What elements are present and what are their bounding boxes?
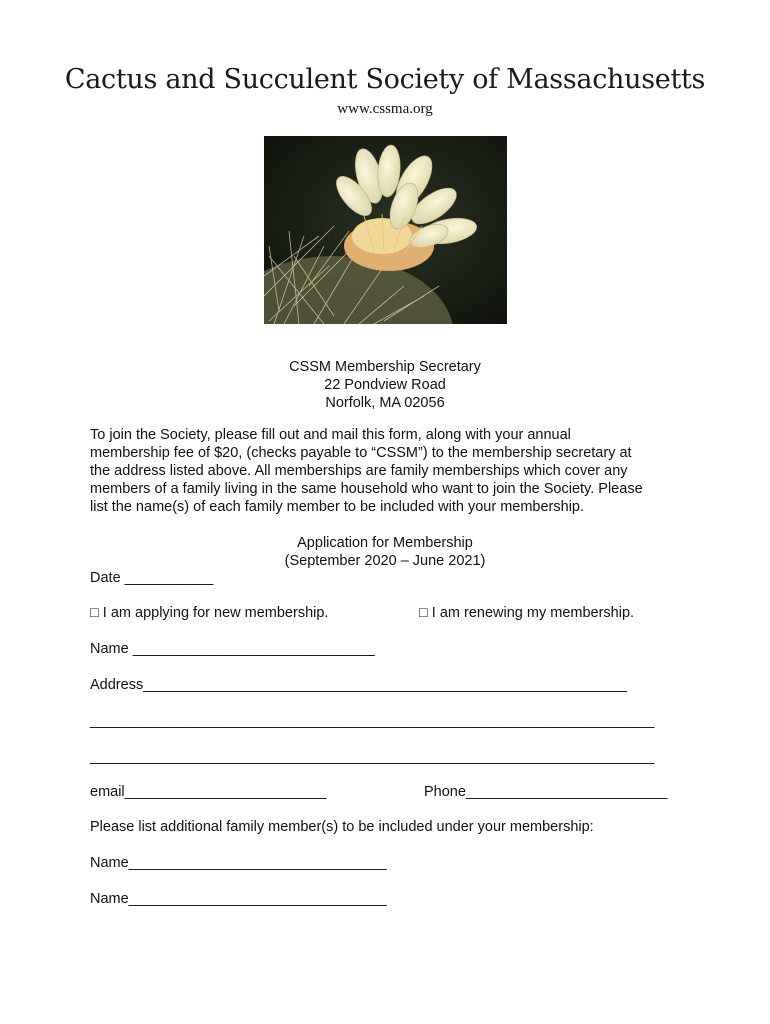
mailing-address bbox=[0, 358, 770, 412]
family-name-field-2[interactable]: Name________________________________ bbox=[90, 891, 387, 907]
phone-field[interactable]: Phone_________________________ bbox=[424, 784, 668, 800]
intro-paragraph bbox=[90, 426, 690, 516]
address-line: Norfolk, MA 02056 bbox=[325, 395, 445, 411]
application-heading bbox=[0, 534, 770, 570]
additional-members-prompt: Please list additional family member(s) to be included under your membership: bbox=[90, 819, 594, 835]
intro-line: members of a family living in the same household who want to join the Society. Please bbox=[90, 481, 643, 497]
new-membership-checkbox[interactable]: □ I am applying for new membership. bbox=[90, 605, 329, 621]
address-field-line3[interactable]: ______________________________________________________________________ bbox=[90, 749, 655, 765]
intro-line: the address listed above. All memberships are family memberships which cover any bbox=[90, 463, 628, 479]
address-line: CSSM Membership Secretary bbox=[289, 359, 481, 375]
application-period: (September 2020 – June 2021) bbox=[284, 553, 486, 569]
date-field[interactable]: Date ___________ bbox=[90, 570, 214, 586]
website-url: www.cssma.org bbox=[337, 101, 433, 117]
intro-line: To join the Society, please fill out and mail this form, along with your annual bbox=[90, 427, 571, 443]
address-line: 22 Pondview Road bbox=[324, 377, 446, 393]
application-title: Application for Membership bbox=[297, 535, 473, 551]
family-name-field-1[interactable]: Name________________________________ bbox=[90, 855, 387, 871]
renew-membership-checkbox[interactable]: □ I am renewing my membership. bbox=[419, 605, 635, 621]
address-field-line2[interactable]: ______________________________________________________________________ bbox=[90, 713, 655, 729]
page-title: Cactus and Succulent Society of Massachusetts bbox=[64, 64, 706, 95]
email-field[interactable]: email_________________________ bbox=[90, 784, 327, 800]
address-field[interactable]: Address____________________________________________________________ bbox=[90, 677, 628, 693]
name-field[interactable]: Name ______________________________ bbox=[90, 641, 375, 657]
intro-line: membership fee of $20, (checks payable to “CSSM”) to the membership secretary at bbox=[90, 445, 632, 461]
cactus-flower-photo bbox=[264, 136, 507, 324]
intro-line: list the name(s) of each family member to be included with your membership. bbox=[90, 499, 585, 515]
